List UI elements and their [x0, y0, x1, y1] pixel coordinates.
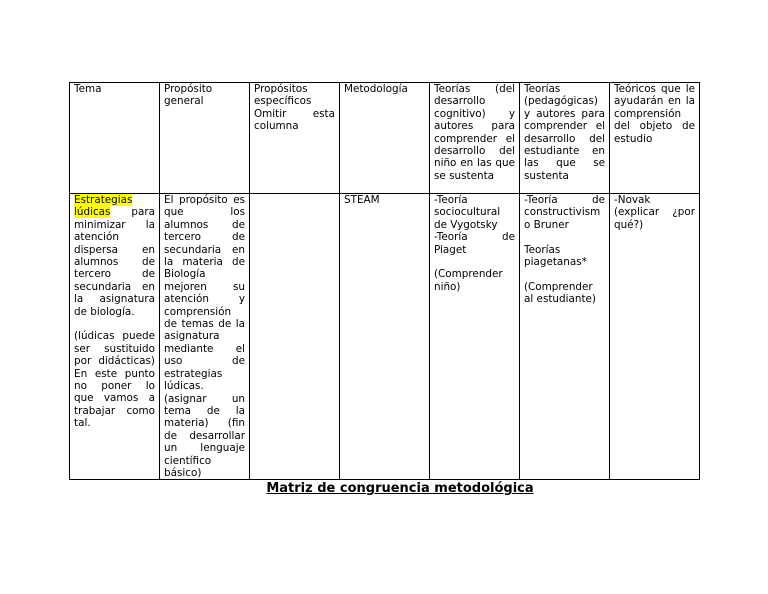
cell-metodologia: STEAM	[340, 194, 430, 480]
header-cell-metodologia: Metodología	[340, 83, 430, 194]
teoria-vygotsky: -Teoría sociocultural de Vygotsky	[434, 194, 501, 231]
tema-text: para minimizar la atención dispersa en alumnos de tercero de secundaria en la asignatura de biología.	[74, 206, 155, 318]
teorias-pedagogicas-note: (Comprender al estudiante)	[524, 280, 596, 306]
teorias-cognitivo-note: (Comprender niño)	[434, 268, 503, 293]
table-header-row	[70, 83, 700, 194]
header-cell-teoricos: Teóricos que le ayudarán en la comprensión del objeto de estudio	[610, 83, 700, 194]
cell-proposito-general: El propósito es que los alumnos de tercero de secundaria en la materia de Biología mejoren su atención y comprensión de temas de la asignatura mediante el uso de estrategias lúdicas. (asignar un tema de la materia) (fin de desarrollar un lenguaje científico básico)	[160, 194, 250, 480]
cell-propositos-especificos	[250, 194, 340, 480]
header-cell-propositos-especificos: Propósitos específicos Omitir esta columna	[250, 83, 340, 194]
highlighted-text: Estrategias lúdicas	[74, 194, 133, 219]
header-cell-proposito-general: Propósito general	[160, 83, 250, 194]
teoria-bruner: -Teoría de constructivismo Bruner	[524, 194, 605, 231]
teorias-piagetanas: Teorías piagetanas*	[524, 243, 587, 269]
congruence-matrix-table	[69, 82, 700, 480]
teoria-piaget: -Teoría de Piaget	[434, 231, 515, 256]
cell-teoricos: -Novak (explicar ¿por qué?)	[610, 194, 700, 480]
header-cell-teorias-desarrollo-cognitivo: Teorías (del desarrollo cognitivo) y autores para comprender el desarrollo del niño en las que se sustenta	[430, 83, 520, 194]
table-row	[70, 194, 700, 480]
cell-teorias-desarrollo-cognitivo	[430, 194, 520, 480]
tema-note: (lúdicas puede ser sustituido por didácticas) En este punto no poner lo que vamos a trabajar como tal.	[74, 330, 155, 430]
header-cell-tema: Tema	[70, 83, 160, 194]
cell-teorias-pedagogicas	[520, 194, 610, 480]
header-cell-teorias-pedagogicas: Teorías (pedagógicas) y autores para comprender el desarrollo del estudiante en las que se sustenta	[520, 83, 610, 194]
cell-tema	[70, 194, 160, 480]
table-caption: Matriz de congruencia metodológica	[266, 481, 534, 496]
